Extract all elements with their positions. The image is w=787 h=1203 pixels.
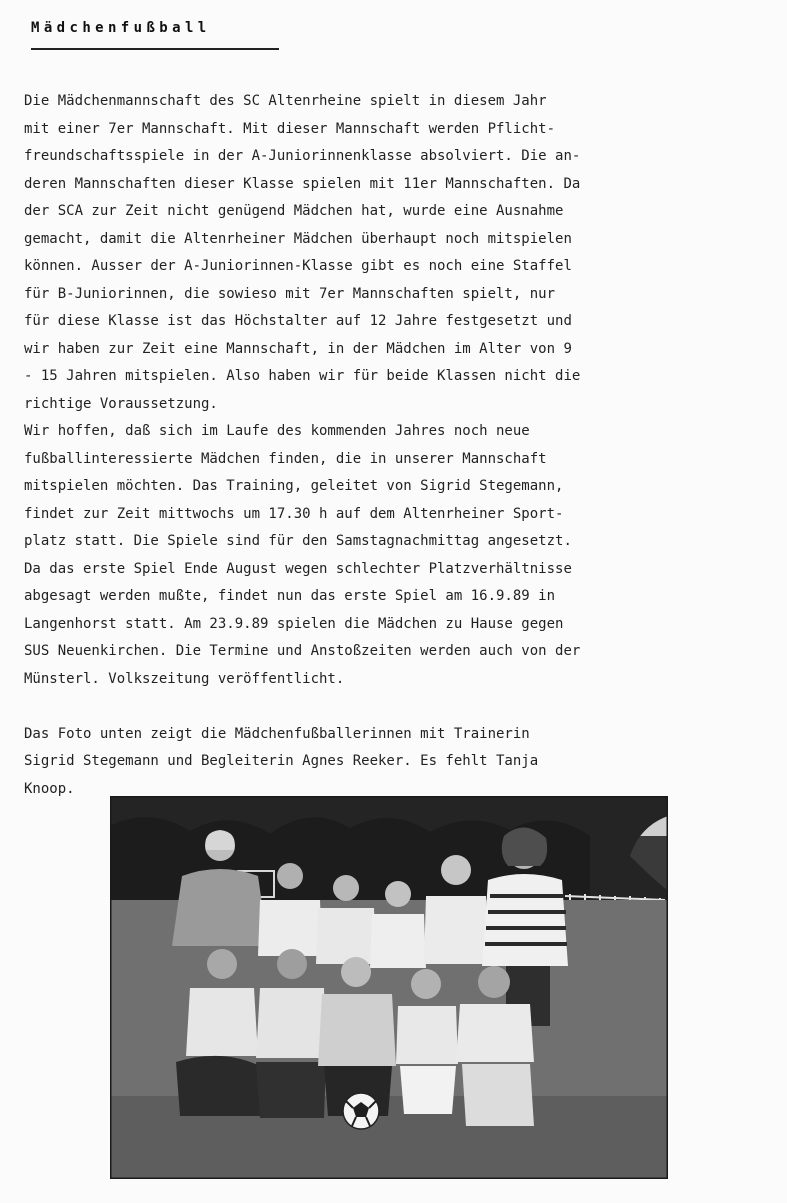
person-head [385, 881, 411, 907]
text-line: können. Ausser der A-Juniorinnen-Klasse gibt es noch eine Staffel [24, 258, 572, 274]
person-head [441, 855, 471, 885]
text-line: für diese Klasse ist das Höchstalter auf 12 Jahre festgesetzt und [24, 313, 572, 329]
paragraph-3 [24, 721, 764, 804]
person-legs [462, 1064, 534, 1126]
person-jacket [318, 994, 396, 1066]
text-line: Münsterl. Volkszeitung veröffentlicht. [24, 670, 345, 687]
person-head [207, 949, 237, 979]
text-line: wir haben zur Zeit eine Mannschaft, in der Mädchen im Alter von 9 [24, 340, 572, 357]
text-line: findet zur Zeit mittwochs um 17.30 h auf dem Altenrheiner Sport- [24, 505, 564, 522]
text-line: freundschaftsspiele in der A-Juniorinnenklasse absolviert. Die an- [24, 148, 581, 164]
text-line: deren Mannschaften dieser Klasse spielen mit 11er Mannschaften. Da [24, 175, 581, 192]
person-shorts [176, 1056, 260, 1116]
text-line: der SCA zur Zeit nicht genügend Mädchen hat, wurde eine Ausnahme [24, 203, 564, 219]
text-line: platz statt. Die Spiele sind für den Samstagnachmittag angesetzt. [24, 533, 572, 549]
person-shorts [256, 1062, 326, 1118]
blank-line [24, 693, 764, 721]
article-body [24, 88, 764, 803]
text-line: mit einer 7er Mannschaft. Mit dieser Mannschaft werden Pflicht- [24, 120, 556, 137]
soccer-ball-icon [343, 1093, 379, 1129]
person-jersey [316, 908, 376, 964]
person-jersey [258, 900, 322, 956]
person-jersey [424, 896, 488, 964]
person-jersey [256, 988, 326, 1058]
text-line: Knoop. [24, 780, 75, 797]
person-head [277, 863, 303, 889]
text-line: gemacht, damit die Altenrheiner Mädchen überhaupt noch mitspielen [24, 230, 572, 247]
text-line: Da das erste Spiel Ende August wegen schlechter Platzverhältnisse [24, 560, 572, 577]
text-line: für B-Juniorinnen, die sowieso mit 7er Mannschaften spielt, nur [24, 285, 556, 302]
text-line: richtige Voraussetzung. [24, 395, 218, 412]
page-heading: Mädchenfußball [31, 20, 211, 36]
person-jersey [186, 988, 258, 1056]
person-jersey [370, 914, 426, 968]
paragraph-2 [24, 418, 764, 693]
team-photo [110, 796, 668, 1179]
person-striped-sweater [482, 874, 568, 966]
person-head [341, 957, 371, 987]
person-sweater [172, 869, 268, 946]
text-line: abgesagt werden mußte, findet nun das erste Spiel am 16.9.89 in [24, 588, 556, 604]
person-jersey [396, 1006, 458, 1064]
text-line: mitspielen möchten. Das Training, geleitet von Sigrid Stegemann, [24, 478, 564, 494]
person-head [333, 875, 359, 901]
text-line: Die Mädchenmannschaft des SC Altenrheine spielt in diesem Jahr [24, 93, 547, 109]
text-line: Wir hoffen, daß sich im Laufe des kommenden Jahres noch neue [24, 423, 530, 439]
text-line: Sigrid Stegemann und Begleiterin Agnes Reeker. Es fehlt Tanja [24, 753, 539, 769]
team-photo-illustration [110, 796, 668, 1179]
paragraph-1 [24, 88, 764, 418]
person-socks [400, 1066, 456, 1114]
text-line: - 15 Jahren mitspielen. Also haben wir für beide Klassen nicht die [24, 368, 581, 384]
text-line: SUS Neuenkirchen. Die Termine und Anstoßzeiten werden auch von der [24, 643, 581, 659]
person-head [411, 969, 441, 999]
text-line: fußballinteressierte Mädchen finden, die in unserer Mannschaft [24, 450, 547, 467]
person-head [277, 949, 307, 979]
text-line: Das Foto unten zeigt die Mädchenfußballerinnen mit Trainerin [24, 725, 530, 742]
heading-underline [31, 48, 279, 50]
text-line: Langenhorst statt. Am 23.9.89 spielen die Mädchen zu Hause gegen [24, 615, 564, 632]
person-head [478, 966, 510, 998]
person-jersey [456, 1004, 534, 1062]
